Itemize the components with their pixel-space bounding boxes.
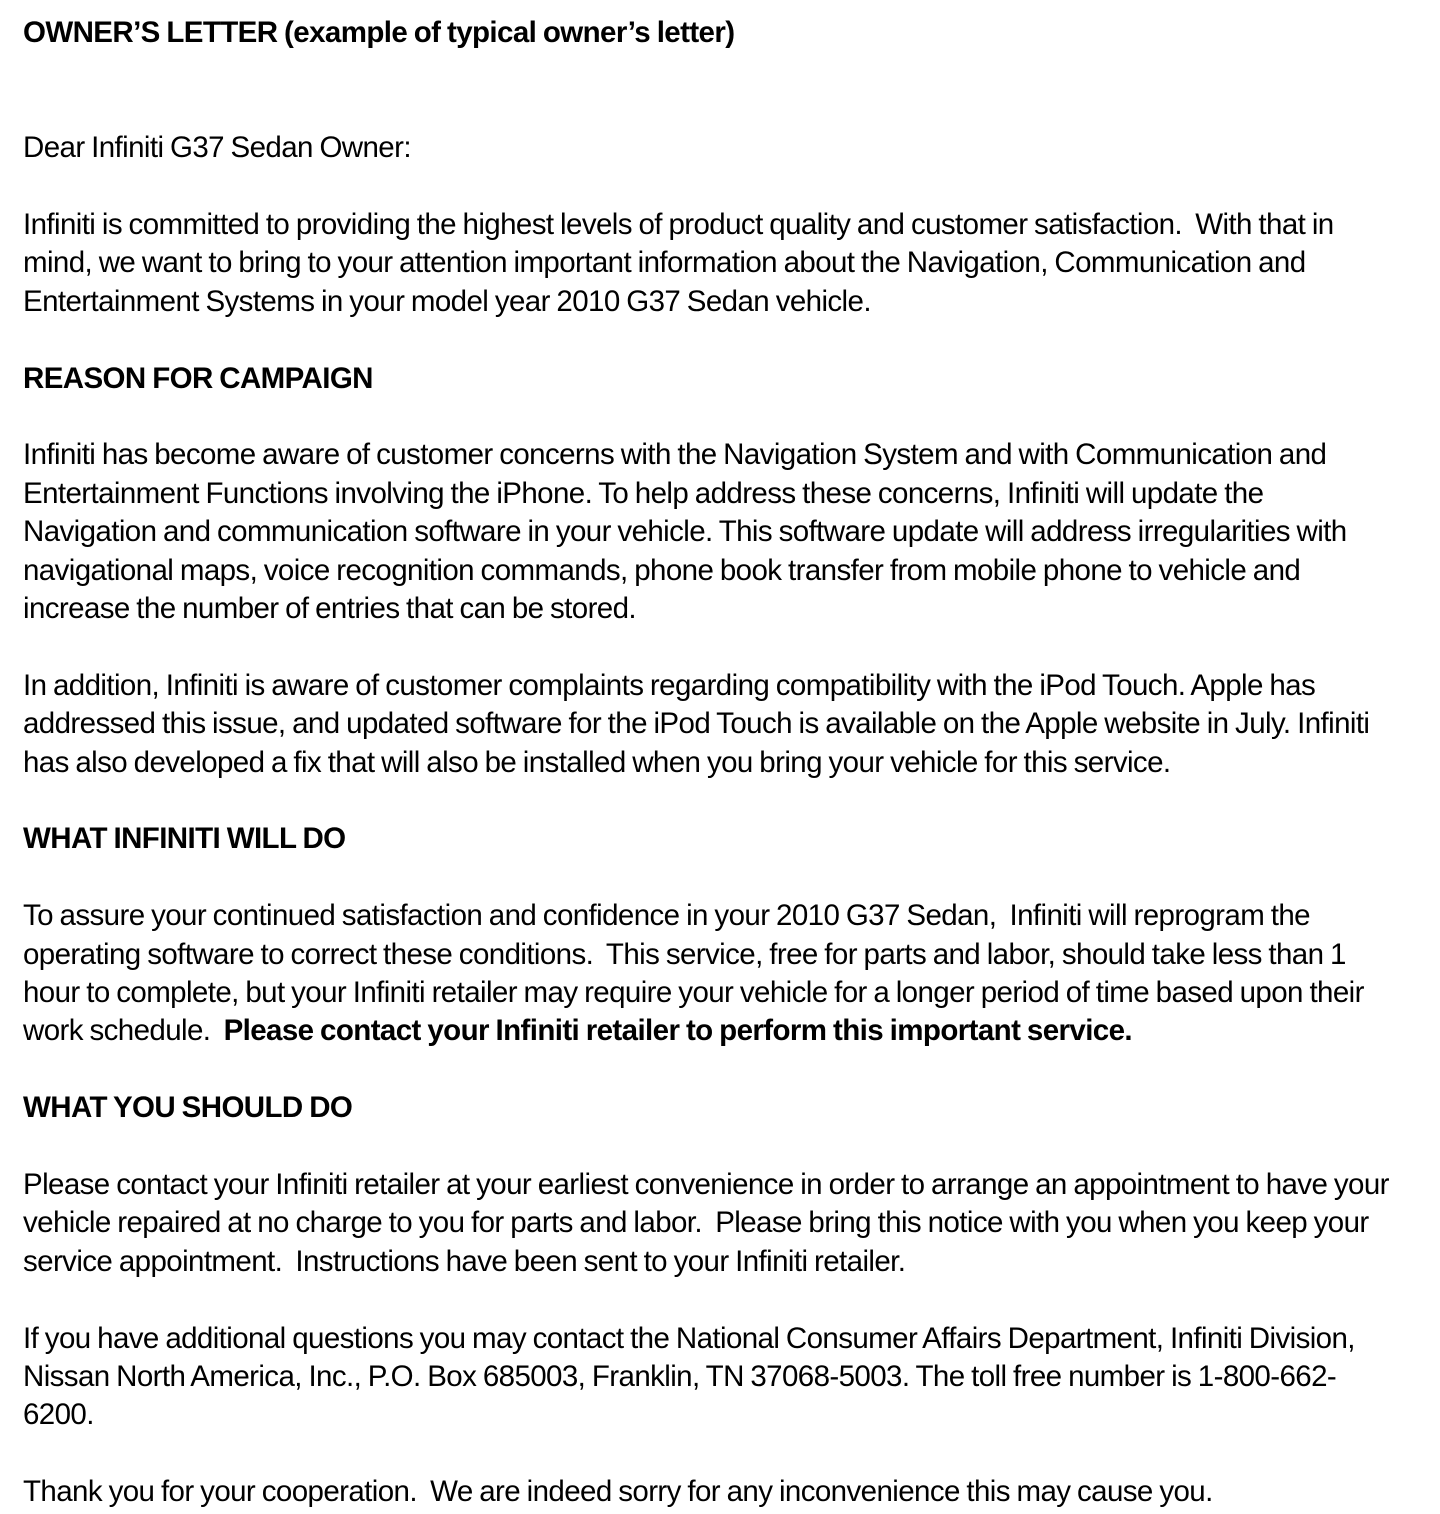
spacer (23, 321, 1423, 359)
contact-line: If you have additional questions you may contact the National Consumer Affairs Department, Infiniti Division, (23, 1321, 1355, 1355)
should-do-line: Please contact your Infiniti retailer at your earliest convenience in order to arrange an appointment to have your (23, 1168, 1389, 1202)
reason-line: addressed this issue, and updated software for the iPod Touch is available on the Apple website in July. Infiniti (23, 707, 1370, 741)
intro-line: Infiniti is committed to providing the highest levels of product quality and customer satisfaction. With that in (23, 207, 1334, 241)
intro-paragraph (23, 206, 1423, 321)
reason-line: Navigation and communication software in your vehicle. This software update will address irregularities with (23, 515, 1347, 549)
letter-title: OWNER’S LETTER (example of typical owner’s letter) (23, 16, 735, 49)
intro-line: mind, we want to bring to your attention important information about the Navigation, Communication and (23, 246, 1306, 280)
reason-paragraph-2 (23, 667, 1423, 782)
reason-line: navigational maps, voice recognition commands, phone book transfer from mobile phone to vehicle and (23, 553, 1301, 587)
spacer (23, 859, 1423, 897)
will-do-last-line (23, 1012, 1423, 1050)
spacer (23, 1051, 1423, 1089)
spacer (23, 398, 1423, 436)
will-do-line: hour to complete, but your Infiniti retailer may require your vehicle for a longer period of time based upon their (23, 976, 1364, 1010)
reason-paragraph-1 (23, 436, 1423, 628)
reason-heading: REASON FOR CAMPAIGN (23, 361, 373, 395)
will-do-last-line-prefix: work schedule. (23, 1014, 224, 1048)
should-do-line: service appointment. Instructions have been sent to your Infiniti retailer. (23, 1244, 906, 1278)
closing: Thank you for your cooperation. We are indeed sorry for any inconvenience this may cause you. (23, 1475, 1213, 1509)
spacer (23, 628, 1423, 666)
spacer (23, 91, 1423, 129)
will-do-emphasis: Please contact your Infiniti retailer to perform this important service. (223, 1014, 1133, 1048)
will-do-paragraph (23, 897, 1423, 1051)
should-do-paragraph-2 (23, 1320, 1423, 1435)
reason-line: increase the number of entries that can be stored. (23, 592, 637, 626)
owners-letter (23, 14, 1423, 1512)
reason-line: Infiniti has become aware of customer concerns with the Navigation System and with Communication and (23, 438, 1327, 472)
reason-line: In addition, Infiniti is aware of customer complaints regarding compatibility with the iPod Touch. Apple has (23, 668, 1316, 702)
salutation: Dear Infiniti G37 Sedan Owner: (23, 131, 411, 165)
intro-line: Entertainment Systems in your model year 2010 G37 Sedan vehicle. (23, 284, 871, 318)
spacer (23, 1435, 1423, 1473)
will-do-line: operating software to correct these conditions. This service, free for parts and labor, should take less than 1 (23, 937, 1346, 971)
will-do-heading: WHAT INFINITI WILL DO (23, 822, 346, 856)
spacer (23, 168, 1423, 206)
reason-line: has also developed a fix that will also be installed when you bring your vehicle for this service. (23, 745, 1171, 779)
spacer (23, 1128, 1423, 1166)
contact-line: Nissan North America, Inc., P.O. Box 685003, Franklin, TN 37068-5003. The toll free number is 1-800-662- (23, 1360, 1337, 1394)
should-do-paragraph-1 (23, 1166, 1423, 1281)
should-do-line: vehicle repaired at no charge to you for parts and labor. Please bring this notice with you when you keep your (23, 1206, 1369, 1240)
contact-line: 6200. (23, 1398, 94, 1432)
spacer (23, 1281, 1423, 1319)
spacer (23, 52, 1423, 90)
should-do-heading: WHAT YOU SHOULD DO (23, 1091, 353, 1125)
reason-line: Entertainment Functions involving the iPhone. To help address these concerns, Infiniti will update the (23, 476, 1264, 510)
spacer (23, 782, 1423, 820)
will-do-line: To assure your continued satisfaction and confidence in your 2010 G37 Sedan, Infiniti will reprogram the (23, 899, 1310, 933)
